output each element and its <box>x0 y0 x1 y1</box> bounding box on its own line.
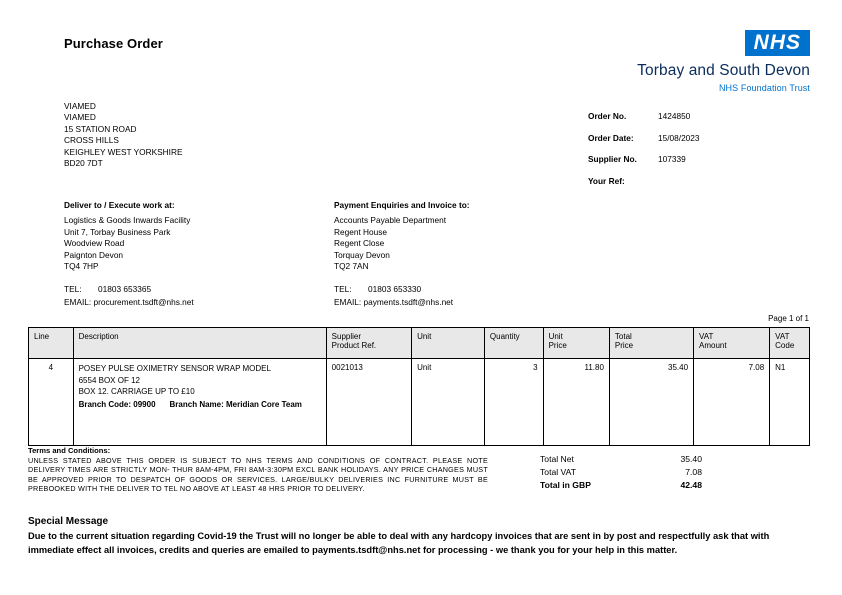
total-vat-value: 7.08 <box>685 467 702 477</box>
total-net-label: Total Net <box>540 454 574 464</box>
payment-enquiries-contact <box>334 283 470 308</box>
page-of-indicator: Page 1 of 1 <box>768 314 809 323</box>
deliver-to-line-5: TQ4 7HP <box>64 261 99 272</box>
deliver-to-line-4: Paignton Devon <box>64 249 124 260</box>
supplier-address-line-4: CROSS HILLS <box>64 135 119 146</box>
order-date-label: Order Date: <box>588 132 634 143</box>
deliver-to-line-1: Logistics & Goods Inwards Facility <box>64 215 191 226</box>
column-header-vat-amount <box>694 328 770 359</box>
cell-supplier-product-ref: 0021013 <box>326 359 411 446</box>
supplier-address-line-3: 15 STATION ROAD <box>64 123 137 134</box>
deliver-to-line-3: Woodview Road <box>64 238 125 249</box>
order-number-value: 1424850 <box>658 111 691 121</box>
cell-line-number: 4 <box>29 359 74 446</box>
payment-enquiries-line-2: Regent House <box>334 226 388 237</box>
total-gbp-label: Total in GBP <box>540 480 591 490</box>
your-ref-label: Your Ref: <box>588 175 625 186</box>
nhs-logo: NHS <box>745 30 810 56</box>
payment-enquiries-line-1: Accounts Payable Department <box>334 215 447 226</box>
total-net-row <box>540 454 702 467</box>
description-line-2: 6554 BOX OF 12 <box>78 375 140 385</box>
line-items-table <box>28 327 810 446</box>
column-header-quantity: Quantity <box>484 328 543 359</box>
branch-code-value: 09900 <box>133 399 156 409</box>
totals-block <box>540 454 702 493</box>
total-net-value: 35.40 <box>680 454 702 464</box>
cell-total-price: 35.40 <box>609 359 693 446</box>
column-header-vat-code-line2: Code <box>775 341 795 350</box>
column-header-vat-code <box>770 328 810 359</box>
column-header-supplier-product-ref <box>326 328 411 359</box>
column-header-total-price-line2: Price <box>614 341 634 350</box>
branch-name-value: Meridian Core Team <box>226 399 302 409</box>
description-line-3: BOX 12. CARRIAGE UP TO £10 <box>78 387 195 396</box>
special-message-body: Due to the current situation regarding Covid-19 the Trust will no longer be able to deal with any hardcopy invoices that are sent in by post and respectfully ask that with immediate effect all invoices, credits and queries are emailed to payments.tsdft@nhs.net for processing - we thank you for your help in this matter. <box>28 531 770 555</box>
total-gbp-row <box>540 480 702 493</box>
payment-enquiries-line-3: Regent Close <box>334 238 385 249</box>
table-header-row <box>29 328 810 359</box>
column-header-supplier-product-ref-line2: Product Ref. <box>331 341 377 350</box>
column-header-vat-amount-line1: VAT <box>699 332 714 341</box>
terms-heading: Terms and Conditions: <box>28 446 111 455</box>
column-header-unit-price-line2: Price <box>548 341 567 350</box>
branch-info <box>79 399 321 411</box>
supplier-address-line-5: KEIGHLEY WEST YORKSHIRE <box>64 146 183 157</box>
nhs-brand-block <box>637 30 810 93</box>
branch-name-label: Branch Name: <box>169 399 224 409</box>
column-header-total-price <box>609 328 693 359</box>
trust-name: Torbay and South Devon <box>637 62 810 79</box>
your-ref-row <box>588 176 700 198</box>
description-line-1: POSEY PULSE OXIMETRY SENSOR WRAP MODEL <box>78 364 271 373</box>
supplier-number-label: Supplier No. <box>588 154 637 164</box>
payment-enquiries-tel-label: TEL: <box>334 284 352 295</box>
order-meta <box>588 111 700 197</box>
deliver-to-contact <box>64 283 194 308</box>
special-message-block <box>28 516 788 557</box>
cell-unit: Unit <box>412 359 485 446</box>
payment-enquiries-tel-value: 01803 653330 <box>368 284 422 295</box>
column-header-vat-amount-line2: Amount <box>699 341 727 350</box>
supplier-address-line-1: VIAMED <box>64 101 96 111</box>
terms-and-conditions <box>28 446 488 493</box>
cell-quantity: 3 <box>484 359 543 446</box>
column-header-unit-price-line1: Unit <box>548 332 563 341</box>
payment-enquiries-block <box>334 200 470 308</box>
deliver-to-email: EMAIL: procurement.tsdft@nhs.net <box>64 296 194 307</box>
column-header-unit-price <box>543 328 609 359</box>
branch-code-label: Branch Code: <box>78 399 132 409</box>
cell-vat-amount: 7.08 <box>694 359 770 446</box>
total-vat-row <box>540 467 702 480</box>
payment-enquiries-heading: Payment Enquiries and Invoice to: <box>334 200 470 210</box>
supplier-address-line-6: BD20 7DT <box>64 158 103 169</box>
payment-enquiries-line-5: TQ2 7AN <box>334 261 369 272</box>
page-title: Purchase Order <box>64 36 163 51</box>
deliver-to-tel-row <box>64 283 194 296</box>
order-number-row <box>588 111 700 133</box>
cell-unit-price: 11.80 <box>543 359 609 446</box>
deliver-to-line-2: Unit 7, Torbay Business Park <box>64 226 171 237</box>
payment-enquiries-tel-row <box>334 283 470 296</box>
deliver-to-tel-value: 01803 653365 <box>98 284 152 295</box>
order-number-label: Order No. <box>588 111 627 121</box>
deliver-to-heading: Deliver to / Execute work at: <box>64 200 175 210</box>
table-row <box>29 359 810 446</box>
terms-body: UNLESS STATED ABOVE THIS ORDER IS SUBJECT TO NHS TERMS AND CONDITIONS OF CONTRACT. PLEASE NOTE DELIVERY TIMES ARE STRICTLY MON- THUR 8AM-4PM, FRI 8AM-3:30PM EXCL BANK HOLIDAYS. ANY PRICE CHANGES MUST BE APPROVED PRIOR TO DESPATCH OF GOODS OR SERVICES. LARGE/BULKY DELIVERIES INC FURNITURE MUST BE PREBOOKED WITH THE DELIVER TO TEL NO ABOVE AT LEAST 48 HRS PRIOR TO DELIVERY. <box>28 456 488 493</box>
trust-subtitle: NHS Foundation Trust <box>718 83 810 93</box>
column-header-total-price-line1: Total <box>614 332 632 341</box>
total-vat-label: Total VAT <box>540 467 576 477</box>
column-header-description: Description <box>73 328 326 359</box>
supplier-number-value: 107339 <box>658 154 686 164</box>
supplier-address-line-2: VIAMED <box>64 112 96 123</box>
cell-description <box>73 359 326 446</box>
deliver-to-block <box>64 200 194 308</box>
column-header-unit: Unit <box>412 328 485 359</box>
column-header-supplier-product-ref-line1: Supplier <box>331 332 362 341</box>
payment-enquiries-email: EMAIL: payments.tsdft@nhs.net <box>334 296 454 307</box>
supplier-address <box>64 101 183 169</box>
special-message-heading: Special Message <box>28 516 109 527</box>
order-date-value: 15/08/2023 <box>658 132 700 143</box>
order-date-row <box>588 133 700 155</box>
payment-enquiries-line-4: Torquay Devon <box>334 249 390 260</box>
deliver-to-tel-label: TEL: <box>64 284 82 295</box>
supplier-number-row <box>588 154 700 176</box>
column-header-line: Line <box>29 328 74 359</box>
cell-vat-code: N1 <box>770 359 810 446</box>
total-gbp-value: 42.48 <box>680 480 702 490</box>
column-header-vat-code-line1: VAT <box>775 332 790 341</box>
